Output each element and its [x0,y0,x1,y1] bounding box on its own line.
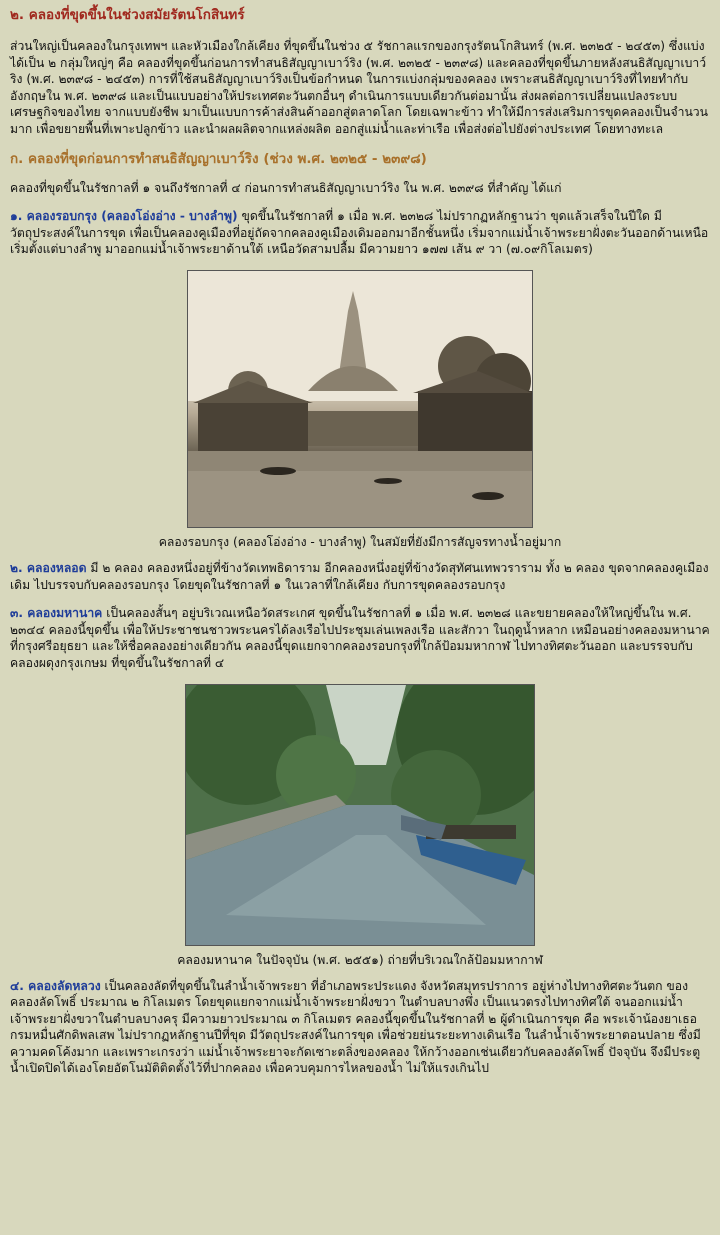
photo-old-canal [187,270,533,528]
item-4-heading: ๔. คลองลัดหลวง [10,978,101,993]
figure-2-caption: คลองมหานาค ในปัจจุบัน (พ.ศ. ๒๕๕๑) ถ่ายที่บริเวณใกล้ป้อมมหากาฬ [177,952,543,967]
photo-old-canal-drawing [188,271,532,527]
item-2-heading: ๒. คลองหลอด [10,560,87,575]
item-2-text: มี ๒ คลอง คลองหนึ่งอยู่ที่ข้างวัดเทพธิดาราม อีกคลองหนึ่งอยู่ที่ข้างวัดสุทัศนเทพวราราม ทั้ง ๒ คลอง ขุดจากคลองคูเมืองเดิม ไปบรรจบกับคลองรอบกรุง โดยขุดในรัชกาลที่ ๑ ในเวลาที่ใกล้เคียง กับการขุดคลองรอบกรุง [10,560,709,592]
section-intro: ส่วนใหญ่เป็นคลองในกรุงเทพฯ และหัวเมืองใกล้เคียง ที่ขุดขึ้นในช่วง ๕ รัชกาลแรกของกรุงรัตนโกสินทร์ (พ.ศ. ๒๓๒๕ - ๒๔๕๓) ซึ่งแบ่งได้เป็น ๒ กลุ่มใหญ่ๆ คือ คลองที่ขุดขึ้นก่อนการทำสนธิสัญญาเบาว์ริง (พ.ศ. ๒๓๒๕ - ๒๓๙๘) และคลองที่ขุดขึ้นภายหลังสนธิสัญญาเบาว์ริง (พ.ศ. ๒๓๙๘ - ๒๔๕๓) การที่ใช้สนธิสัญญาเบาว์ริงเป็นข้อกำหนด ในการแบ่งกลุ่มของคลอง เพราะสนธิสัญญาเบาว์ริงที่ไทยทำกับอังกฤษใน พ.ศ. ๒๓๙๘ และเป็นแบบอย่างให้ประเทศตะวันตกอื่นๆ ดำเนินการแบบเดียวกันต่อมานั้น ส่งผลต่อการเปลี่ยนแปลงระบบเศรษฐกิจของไทย จากแบบยังชีพ มาเป็นแบบการค้าส่งสินค้าออกสู่ตลาดโลก โดยเฉพาะข้าว ทำให้มีการส่งเสริมการขุดคลองเป็นจำนวนมาก เพื่อขยายพื้นที่เพาะปลูกข้าว และนำผลผลิตจากแหล่งผลิต ออกสู่แม่น้ำและท่าเรือ เพื่อส่งต่อไปยังต่างประเทศ โดยทางทะเล [10,39,708,136]
subsection-intro: คลองที่ขุดขึ้นในรัชกาลที่ ๑ จนถึงรัชกาลที่ ๔ ก่อนการทำสนธิสัญญาเบาว์ริง ใน พ.ศ. ๒๓๙๘ ที่สำคัญ ได้แก่ [10,180,562,195]
item-2 [10,560,710,593]
item-4-text: เป็นคลองลัดที่ขุดขึ้นในลำน้ำเจ้าพระยา ที่อำเภอพระประแดง จังหวัดสมุทรปราการ อยู่ห่างไปทางทิศตะวันตก ของคลองลัดโพธิ์ ประมาณ ๒ กิโลเมตร โดยขุดแยกจากแม่น้ำเจ้าพระยาฝั่งขวา ในตำบลบางพึ่ง เป็นแนวตรงไปทางทิศใต้ จนออกแม่น้ำเจ้าพระยาฝั่งขวาในตำบลบางครุ มีความยาวประมาณ ๓ กิโลเมตร คลองนี้ขุดขึ้นในรัชกาลที่ ๒ ผู้ดำเนินการขุด คือ พระเจ้าน้องยาเธอ กรมหมื่นศักดิพลเสพ ไม่ปรากฏหลักฐานปีที่ขุด มีวัตถุประสงค์ในการขุด เพื่อช่วยย่นระยะทางเดินเรือ ในลำน้ำเจ้าพระยาตอนปลาย ซึ่งมีความคดโค้งมาก และเพราะเกรงว่า แม่น้ำเจ้าพระยาจะกัดเซาะตลิ่งของคลอง ให้กว้างออกเช่นเดียวกับคลองลัดโพธิ์ ปัจจุบัน จึงมีประตูน้ำเปิดปิดได้เองโดยอัตโนมัติติดตั้งไว้ที่ปากคลอง เพื่อควบคุมการไหลของน้ำ ไม่ให้แรงเกินไป [10,978,701,1076]
item-1-text: ขุดขึ้นในรัชกาลที่ ๑ เมื่อ พ.ศ. ๒๓๒๘ ไม่ปรากฏหลักฐานว่า ขุดแล้วเสร็จในปีใด มีวัตถุประสงค์ในการขุด เพื่อเป็นคลองคูเมืองที่อยู่ถัดจากคลองคูเมืองเดิมออกมาอีกชั้นหนึ่ง เริ่มจากแม่น้ำเจ้าพระยาฝั่งตะวันออกด้านเหนือ เริ่มตั้งแต่บางลำพู มาออกแม่น้ำเจ้าพระยาด้านใต้ เหนือวัดสามปลื้ม มีความยาว ๑๗๗ เส้น ๙ วา (๗.๐๙กิโลเมตร) [10,209,709,257]
figure-2 [10,684,710,968]
item-4 [10,978,710,1078]
photo-mahanak-canal-drawing [186,685,534,945]
photo-mahanak-canal [185,684,535,946]
subsection-title: ก. คลองที่ขุดก่อนการทำสนธิสัญญาเบาว์ริง (ช่วง พ.ศ. ๒๓๒๕ - ๒๓๙๘) [10,150,427,167]
item-3-heading: ๓. คลองมหานาค [10,606,103,621]
figure-1-caption: คลองรอบกรุง (คลองโอ่งอ่าง - บางลำพู) ในสมัยที่ยังมีการสัญจรทางน้ำอยู่มาก [158,534,562,549]
item-1-heading: ๑. คลองรอบกรุง (คลองโอ่งอ่าง - บางลำพู) [10,209,238,224]
section-title: ๒. คลองที่ขุดขึ้นในช่วงสมัยรัตนโกสินทร์ [10,7,245,23]
item-1 [10,208,710,258]
figure-1 [10,270,710,550]
item-3 [10,605,710,671]
item-3-text: เป็นคลองสั้นๆ อยู่บริเวณเหนือวัดสระเกศ ขุดขึ้นในรัชกาลที่ ๑ เมื่อ พ.ศ. ๒๓๒๘ และขยายคลองให้ใหญ่ขึ้นใน พ.ศ. ๒๓๔๔ คลองนี้ขุดขึ้น เพื่อให้ประชาชนชาวพระนครได้ลงเรือไปประชุมเล่นเพลงเรือ และสักวา ในฤดูน้ำหลาก เหมือนอย่างคลองมหานาคที่กรุงศรีอยุธยา และให้ชื่อคลองอย่างเดียวกัน คลองนี้ขุดแยกจากคลองรอบกรุงที่ใกล้ป้อมมหากาฬ ไปทางทิศตะวันออก และบรรจบกับคลองผดุงกรุงเกษม ที่ขุดขึ้นในรัชกาลที่ ๔ [10,606,710,670]
